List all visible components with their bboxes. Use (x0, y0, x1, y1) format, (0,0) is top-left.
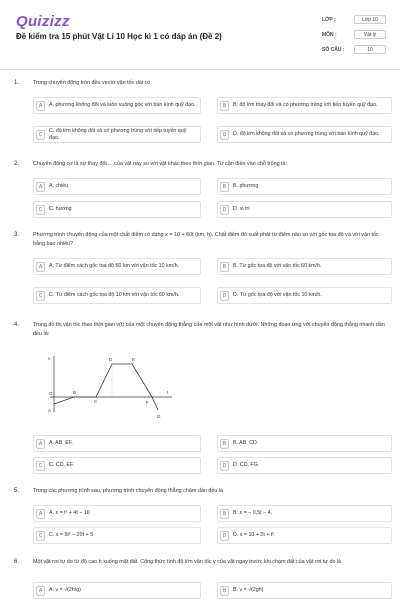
option-d[interactable] (217, 126, 392, 143)
question-number: 5. (14, 488, 20, 494)
option-letter: A (36, 262, 45, 272)
worksheet-header (0, 0, 400, 70)
option-b[interactable] (217, 178, 392, 195)
option-letter: B (220, 586, 229, 596)
option-text: D. vị trí (233, 206, 250, 212)
option-text: C. x = 5t² − 20t + 5 (49, 532, 94, 538)
option-text: A. x = t² + 4t − 10 (49, 510, 90, 516)
count-value: 10 (354, 45, 386, 54)
option-letter: B (220, 182, 229, 192)
option-a[interactable] (33, 97, 201, 114)
option-text: A. v = √(2h/g) (49, 587, 81, 593)
option-a[interactable] (33, 258, 201, 275)
option-letter: C (36, 461, 45, 471)
option-a[interactable] (33, 582, 201, 599)
option-text: C. CD, EF. (49, 462, 75, 468)
point-o: O (49, 391, 53, 396)
subject-value: Vật lý (354, 30, 386, 39)
option-text: B. phương (233, 183, 259, 189)
option-letter: A (36, 182, 45, 192)
question-text: Một vật rơi tự do từ độ cao h xuống mặt đất. Công thức tính độ lớn vận tốc v của vật ngay trước khi chạm đất của vật rơi tự do là (33, 559, 342, 565)
option-letter: A (36, 101, 45, 111)
option-d[interactable] (217, 287, 392, 304)
question-text: Trong đồ thị vận tốc theo thời gian v(t) của một chuyển động thẳng của một vật như hình dưới. Những đoạn ứng với chuyển động thẳng nhanh dần đều là: (33, 322, 385, 337)
option-b[interactable] (217, 582, 392, 599)
option-text: B. độ lớn thay đổi và có phương trùng với tiếp tuyến quỹ đạo. (233, 102, 378, 108)
option-d[interactable] (217, 457, 392, 474)
class-value: Lớp 10 (354, 15, 386, 24)
option-text: D. x = 10 + 2t + t². (233, 532, 276, 538)
option-letter: C (36, 205, 45, 215)
option-letter: D (220, 130, 229, 140)
option-a[interactable] (33, 178, 201, 195)
option-text: C. Từ điểm cách gốc tọa độ 10 km với vận tốc 60 km/h. (49, 292, 180, 298)
question-number: 4. (14, 322, 20, 328)
velocity-time-graph (44, 352, 174, 422)
option-text: D. CD, FG. (233, 462, 260, 468)
option-text: A. chiều (49, 183, 69, 189)
option-d[interactable] (217, 201, 392, 218)
option-c[interactable] (33, 201, 201, 218)
option-letter: B (220, 101, 229, 111)
v-label: v (48, 356, 51, 361)
quizizz-logo: Quizizz (16, 13, 70, 30)
option-b[interactable] (217, 435, 392, 452)
option-text: D. độ lớn không đổi và có phương trùng với bán kính quỹ đạo. (233, 131, 380, 137)
option-text: C. độ lớn không đổi và có phương trùng với tiếp tuyến quỹ đạo. (49, 127, 187, 141)
count-label: SỐ CÂU : (322, 47, 345, 53)
option-text: A. AB, EF. (49, 440, 73, 446)
option-letter: D (220, 461, 229, 471)
option-c[interactable] (33, 126, 201, 143)
question-text: Trong các phương trình sau, phương trình chuyển động thẳng chậm dần đều là (33, 488, 224, 494)
option-letter: D (220, 291, 229, 301)
option-letter: A (36, 586, 45, 596)
option-d[interactable] (217, 527, 392, 544)
option-letter: B (220, 262, 229, 272)
option-c[interactable] (33, 457, 201, 474)
option-c[interactable] (33, 287, 201, 304)
option-text: D. Từ gốc tọa độ với vận tốc 10 km/h. (233, 292, 322, 298)
point-e: E (132, 357, 136, 362)
class-label: LỚP : (322, 17, 336, 23)
question-text: Phương trình chuyển động của một chất điểm có dạng x = 10 + 60t (km, h). Chất điểm đó xuất phát từ điểm nào so với gốc tọa độ và với vận tốc bằng bao nhiêu? (33, 232, 379, 247)
point-d: D (109, 357, 113, 362)
question-number: 3. (14, 232, 20, 238)
option-letter: C (36, 531, 45, 541)
subject-label: MÔN : (322, 32, 337, 38)
worksheet-title: Đề kiểm tra 15 phút Vật Lí 10 Học kì 1 có đáp án (Đề 2) (16, 32, 222, 41)
option-text: A. phương không đổi và luôn vuông góc với bán kính quỹ đạo. (49, 102, 196, 108)
option-a[interactable] (33, 505, 201, 522)
option-letter: C (36, 130, 45, 140)
question-text: Trong chuyển động tròn đều vectơ vận tốc dài có (33, 80, 151, 86)
point-g: G (157, 414, 161, 419)
option-b[interactable] (217, 97, 392, 114)
option-letter: C (36, 291, 45, 301)
point-f: F (146, 400, 149, 405)
option-text: B. x = − 0,5t − 4. (233, 510, 273, 516)
graph-line (54, 364, 158, 410)
question-number: 1. (14, 80, 20, 86)
question-number: 6. (14, 559, 20, 565)
option-b[interactable] (217, 258, 392, 275)
option-letter: A (36, 509, 45, 519)
option-a[interactable] (33, 435, 201, 452)
option-b[interactable] (217, 505, 392, 522)
option-text: B. Từ gốc tọa độ với vận tốc 60 km/h. (233, 263, 322, 269)
option-letter: D (220, 205, 229, 215)
option-letter: A (36, 439, 45, 449)
option-text: C. hướng (49, 206, 72, 212)
t-label: t (167, 390, 169, 395)
option-letter: B (220, 509, 229, 519)
option-text: A. Từ điểm cách gốc tọa độ 60 km với vận tốc 10 km/h. (49, 263, 179, 269)
option-text: B. AB, CD. (233, 440, 259, 446)
option-letter: B (220, 439, 229, 449)
option-letter: D (220, 531, 229, 541)
option-text: B. v = √(2gh) (233, 587, 264, 593)
point-c: C (94, 399, 98, 404)
question-number: 2. (14, 161, 20, 167)
question-text: Chuyển động cơ là sự thay đổi ... của vật này so với vật khác theo thời gian. Từ cần điền vào chỗ trống là: (33, 161, 287, 167)
point-b: B (73, 390, 77, 395)
option-c[interactable] (33, 527, 201, 544)
point-a: A (48, 408, 52, 413)
